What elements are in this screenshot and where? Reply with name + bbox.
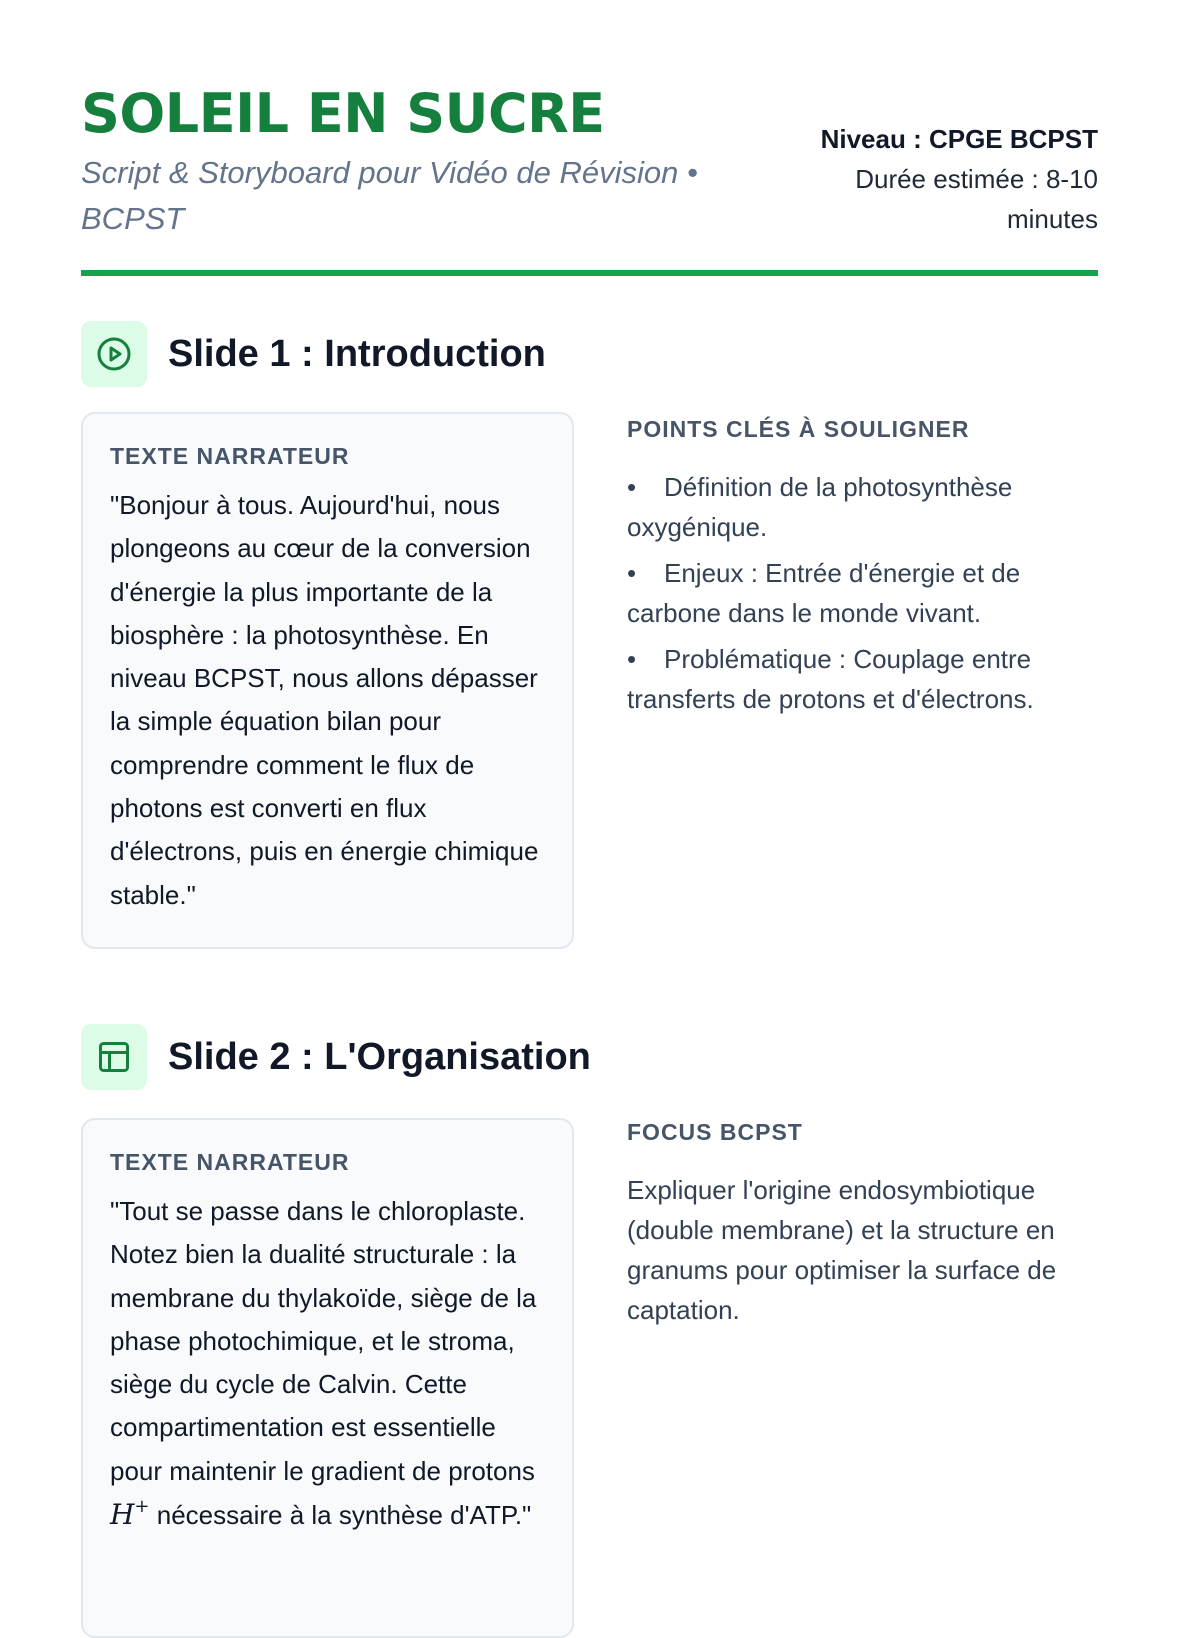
slide-header (81, 1024, 1098, 1090)
point-text: Enjeux : Entrée d'énergie et de carbone dans le monde vivant. (627, 558, 1021, 628)
point-text: Définition de la photosynthèse oxygénique. (627, 472, 1013, 542)
layout-icon (81, 1024, 147, 1090)
point-text: Problématique : Couplage entre transferts de protons et d'électrons. (627, 644, 1034, 714)
narrator-label: TEXTE NARRATEUR (110, 1149, 350, 1175)
slide-title: Slide 2 : L'Organisation (168, 1036, 591, 1078)
slide-2 (81, 1024, 1098, 1532)
list-item (627, 639, 1098, 719)
level-label: Niveau : CPGE BCPST (820, 124, 1098, 154)
narrator-text-after: nécessaire à la synthèse d'ATP." (149, 1500, 532, 1531)
key-points (627, 413, 1098, 725)
bullet-icon: • (627, 472, 637, 502)
duration-label: Durée estimée : 8-10 minutes (855, 164, 1098, 234)
key-points-label: POINTS CLÉS À SOULIGNER (627, 416, 970, 442)
narrator-box (81, 1118, 574, 1638)
narrator-box (81, 412, 574, 949)
focus-text: Expliquer l'origine endosymbiotique (double membrane) et la structure en granums pour optimiser la surface de captation. (627, 1175, 1057, 1325)
bullet-icon: • (627, 558, 637, 588)
meta-info (818, 119, 1098, 239)
slide-1 (81, 321, 1098, 910)
focus-label: FOCUS BCPST (627, 1119, 803, 1145)
proton-symbol (110, 1498, 150, 1531)
narrator-text-before: "Tout se passe dans le chloroplaste. Notez bien la dualité structurale : la membrane du thylakoïde, siège de la phase photochimique, et le stroma, siège du cycle de Calvin. Cette compartimentation est essentielle pour maintenir le gradient de protons (110, 1196, 537, 1486)
math-sup: + (134, 1496, 150, 1518)
bullet-icon: • (627, 644, 637, 674)
slide-header (81, 321, 1098, 387)
focus-section (627, 1116, 1098, 1330)
key-points-list (627, 467, 1098, 719)
header (81, 0, 1098, 276)
list-item (627, 467, 1098, 547)
narrator-label: TEXTE NARRATEUR (110, 443, 350, 469)
play-circle-icon (81, 321, 147, 387)
narrator-text (110, 1190, 546, 1537)
list-item (627, 553, 1098, 633)
page-subtitle: Script & Storyboard pour Vidéo de Révision • BCPST (81, 155, 698, 236)
page-title: SOLEIL EN SUCRE (81, 82, 605, 145)
narrator-text: "Bonjour à tous. Aujourd'hui, nous plongeons au cœur de la conversion d'énergie la plus importante de la biosphère : la photosynthèse. En niveau BCPST, nous allons dépasser la simple équation bilan pour comprendre comment le flux de photons est converti en flux d'électrons, puis en énergie chimique stable." (110, 490, 539, 910)
slide-title: Slide 1 : Introduction (168, 333, 546, 375)
math-base: H (110, 1498, 135, 1532)
